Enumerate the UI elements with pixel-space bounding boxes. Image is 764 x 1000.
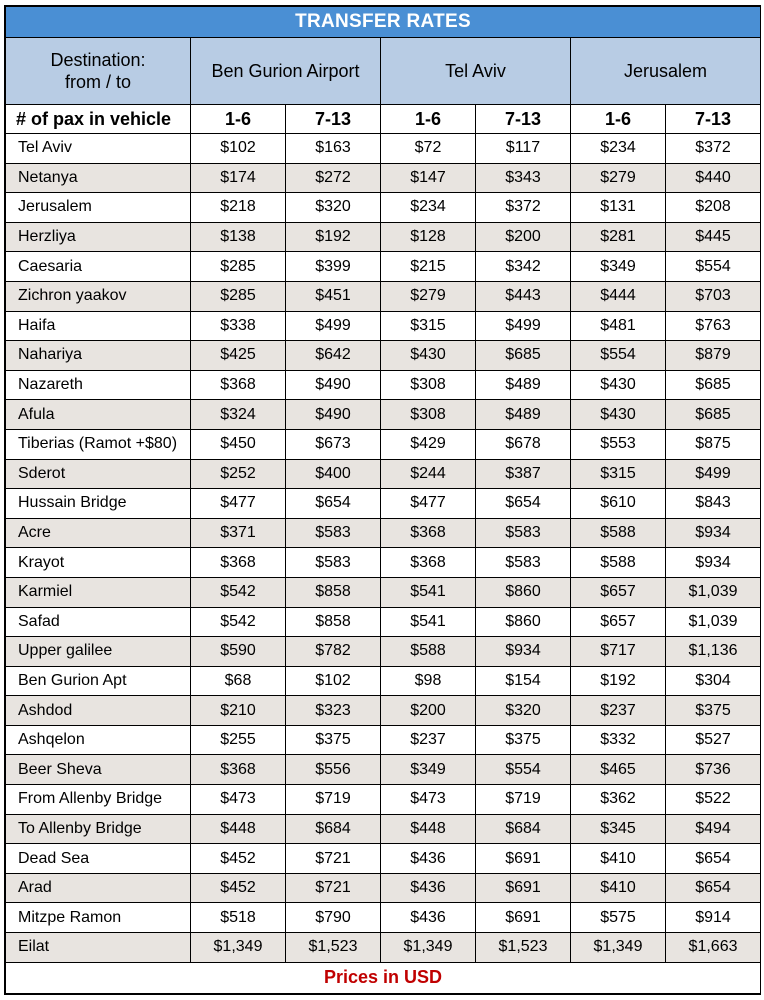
- price-cell: $522: [666, 785, 761, 815]
- destination-cell: Nazareth: [6, 370, 191, 400]
- price-cell: $218: [191, 193, 286, 223]
- price-cell: $489: [476, 400, 571, 430]
- price-cell: $72: [381, 134, 476, 164]
- table-row: [6, 134, 761, 164]
- destination-cell: Mitzpe Ramon: [6, 903, 191, 933]
- price-cell: $450: [191, 429, 286, 459]
- price-cell: $338: [191, 311, 286, 341]
- destination-cell: Arad: [6, 873, 191, 903]
- table-row: [6, 518, 761, 548]
- price-cell: $719: [286, 785, 381, 815]
- price-cell: $448: [381, 814, 476, 844]
- destination-header: [6, 38, 191, 105]
- price-cell: $279: [381, 281, 476, 311]
- table-row: [6, 163, 761, 193]
- table-row: [6, 311, 761, 341]
- price-cell: $685: [666, 370, 761, 400]
- table-row: [6, 400, 761, 430]
- price-cell: $237: [571, 696, 666, 726]
- destination-cell: Karmiel: [6, 577, 191, 607]
- price-cell: $68: [191, 666, 286, 696]
- table-row: [6, 429, 761, 459]
- origin-tel-aviv: Tel Aviv: [381, 38, 571, 105]
- price-cell: $430: [571, 400, 666, 430]
- table-row: [6, 607, 761, 637]
- price-cell: $542: [191, 577, 286, 607]
- price-cell: $210: [191, 696, 286, 726]
- price-cell: $410: [571, 844, 666, 874]
- price-cell: $430: [571, 370, 666, 400]
- price-cell: $541: [381, 607, 476, 637]
- price-cell: $147: [381, 163, 476, 193]
- table-row: [6, 637, 761, 667]
- price-cell: $721: [286, 844, 381, 874]
- price-cell: $554: [666, 252, 761, 282]
- price-cell: $691: [476, 903, 571, 933]
- price-cell: $138: [191, 222, 286, 252]
- price-cell: $541: [381, 577, 476, 607]
- price-cell: $685: [476, 341, 571, 371]
- price-cell: $489: [476, 370, 571, 400]
- price-cell: $215: [381, 252, 476, 282]
- price-cell: $371: [191, 518, 286, 548]
- price-cell: $914: [666, 903, 761, 933]
- price-cell: $349: [381, 755, 476, 785]
- price-cell: $934: [476, 637, 571, 667]
- price-cell: $1,523: [476, 933, 571, 963]
- price-cell: $1,039: [666, 607, 761, 637]
- price-cell: $1,349: [381, 933, 476, 963]
- price-cell: $387: [476, 459, 571, 489]
- destination-header-line2: from / to: [64, 72, 131, 92]
- price-cell: $451: [286, 281, 381, 311]
- price-cell: $610: [571, 489, 666, 519]
- price-cell: $208: [666, 193, 761, 223]
- price-cell: $657: [571, 577, 666, 607]
- price-cell: $642: [286, 341, 381, 371]
- destination-cell: Acre: [6, 518, 191, 548]
- price-cell: $375: [286, 725, 381, 755]
- table-row: [6, 844, 761, 874]
- price-cell: $443: [476, 281, 571, 311]
- price-cell: $499: [666, 459, 761, 489]
- price-cell: $934: [666, 548, 761, 578]
- price-cell: $372: [476, 193, 571, 223]
- price-cell: $875: [666, 429, 761, 459]
- price-cell: $429: [381, 429, 476, 459]
- price-cell: $556: [286, 755, 381, 785]
- table-row: [6, 548, 761, 578]
- rates-table: [5, 6, 761, 994]
- price-cell: $117: [476, 134, 571, 164]
- price-cell: $102: [191, 134, 286, 164]
- origin-ben-gurion: Ben Gurion Airport: [191, 38, 381, 105]
- table-row: [6, 252, 761, 282]
- transfer-rates-sheet: [4, 5, 761, 995]
- price-cell: $272: [286, 163, 381, 193]
- price-cell: $477: [381, 489, 476, 519]
- destination-cell: Haifa: [6, 311, 191, 341]
- table-row: [6, 696, 761, 726]
- price-cell: $1,523: [286, 933, 381, 963]
- price-cell: $583: [476, 518, 571, 548]
- price-cell: $192: [571, 666, 666, 696]
- price-cell: $554: [476, 755, 571, 785]
- price-cell: $323: [286, 696, 381, 726]
- price-cell: $654: [476, 489, 571, 519]
- pax-label: # of pax in vehicle: [6, 105, 191, 134]
- destination-cell: Safad: [6, 607, 191, 637]
- price-cell: $320: [286, 193, 381, 223]
- price-cell: $719: [476, 785, 571, 815]
- price-cell: $481: [571, 311, 666, 341]
- price-cell: $879: [666, 341, 761, 371]
- price-cell: $1,349: [571, 933, 666, 963]
- destination-cell: Dead Sea: [6, 844, 191, 874]
- destination-cell: Nahariya: [6, 341, 191, 371]
- table-row: [6, 755, 761, 785]
- price-cell: $465: [571, 755, 666, 785]
- price-cell: $763: [666, 311, 761, 341]
- destination-cell: To Allenby Bridge: [6, 814, 191, 844]
- price-cell: $542: [191, 607, 286, 637]
- price-cell: $452: [191, 844, 286, 874]
- table-row: [6, 725, 761, 755]
- destination-cell: Krayot: [6, 548, 191, 578]
- price-cell: $368: [381, 548, 476, 578]
- price-cell: $858: [286, 577, 381, 607]
- price-cell: $473: [381, 785, 476, 815]
- price-cell: $440: [666, 163, 761, 193]
- price-cell: $445: [666, 222, 761, 252]
- pax-group: 1-6: [571, 105, 666, 134]
- price-cell: $703: [666, 281, 761, 311]
- price-cell: $399: [286, 252, 381, 282]
- price-cell: $425: [191, 341, 286, 371]
- price-cell: $234: [571, 134, 666, 164]
- price-cell: $234: [381, 193, 476, 223]
- origin-header-row: [6, 38, 761, 105]
- destination-cell: Beer Sheva: [6, 755, 191, 785]
- pax-group: 1-6: [191, 105, 286, 134]
- table-row: [6, 577, 761, 607]
- table-row: [6, 933, 761, 963]
- price-cell: $436: [381, 844, 476, 874]
- table-row: [6, 459, 761, 489]
- price-cell: $324: [191, 400, 286, 430]
- price-cell: $1,039: [666, 577, 761, 607]
- price-cell: $494: [666, 814, 761, 844]
- price-cell: $860: [476, 607, 571, 637]
- destination-cell: Upper galilee: [6, 637, 191, 667]
- price-cell: $237: [381, 725, 476, 755]
- price-cell: $345: [571, 814, 666, 844]
- price-cell: $553: [571, 429, 666, 459]
- price-cell: $473: [191, 785, 286, 815]
- pax-header-row: [6, 105, 761, 134]
- destination-cell: Hussain Bridge: [6, 489, 191, 519]
- table-row: [6, 785, 761, 815]
- price-cell: $174: [191, 163, 286, 193]
- price-cell: $588: [381, 637, 476, 667]
- price-cell: $252: [191, 459, 286, 489]
- price-cell: $499: [286, 311, 381, 341]
- price-cell: $368: [191, 755, 286, 785]
- price-cell: $1,349: [191, 933, 286, 963]
- table-row: [6, 370, 761, 400]
- pax-group: 7-13: [286, 105, 381, 134]
- price-cell: $477: [191, 489, 286, 519]
- price-cell: $368: [191, 370, 286, 400]
- price-cell: $200: [476, 222, 571, 252]
- price-cell: $315: [381, 311, 476, 341]
- price-cell: $654: [666, 873, 761, 903]
- price-cell: $490: [286, 370, 381, 400]
- price-cell: $400: [286, 459, 381, 489]
- price-cell: $490: [286, 400, 381, 430]
- price-cell: $678: [476, 429, 571, 459]
- table-row: [6, 489, 761, 519]
- pax-group: 7-13: [476, 105, 571, 134]
- price-cell: $436: [381, 903, 476, 933]
- price-cell: $684: [286, 814, 381, 844]
- price-cell: $372: [666, 134, 761, 164]
- price-cell: $934: [666, 518, 761, 548]
- price-cell: $244: [381, 459, 476, 489]
- price-cell: $163: [286, 134, 381, 164]
- table-row: [6, 814, 761, 844]
- price-cell: $362: [571, 785, 666, 815]
- price-cell: $590: [191, 637, 286, 667]
- price-cell: $98: [381, 666, 476, 696]
- price-cell: $315: [571, 459, 666, 489]
- price-cell: $349: [571, 252, 666, 282]
- table-row: [6, 341, 761, 371]
- price-cell: $790: [286, 903, 381, 933]
- destination-cell: Zichron yaakov: [6, 281, 191, 311]
- price-cell: $691: [476, 844, 571, 874]
- price-cell: $673: [286, 429, 381, 459]
- price-cell: $192: [286, 222, 381, 252]
- destination-cell: Herzliya: [6, 222, 191, 252]
- destination-cell: Tiberias (Ramot +$80): [6, 429, 191, 459]
- price-cell: $518: [191, 903, 286, 933]
- price-cell: $128: [381, 222, 476, 252]
- price-cell: $200: [381, 696, 476, 726]
- rate-rows: [6, 134, 761, 963]
- pax-group: 7-13: [666, 105, 761, 134]
- destination-cell: Eilat: [6, 933, 191, 963]
- price-cell: $499: [476, 311, 571, 341]
- price-cell: $654: [666, 844, 761, 874]
- table-row: [6, 281, 761, 311]
- table-row: [6, 193, 761, 223]
- price-cell: $332: [571, 725, 666, 755]
- destination-header-line1: Destination:: [50, 50, 146, 70]
- price-cell: $304: [666, 666, 761, 696]
- destination-cell: Afula: [6, 400, 191, 430]
- table-row: [6, 666, 761, 696]
- price-cell: $281: [571, 222, 666, 252]
- price-cell: $843: [666, 489, 761, 519]
- price-cell: $131: [571, 193, 666, 223]
- price-cell: $102: [286, 666, 381, 696]
- price-cell: $279: [571, 163, 666, 193]
- table-row: [6, 873, 761, 903]
- price-cell: $368: [381, 518, 476, 548]
- price-cell: $320: [476, 696, 571, 726]
- price-cell: $375: [666, 696, 761, 726]
- table-title: TRANSFER RATES: [6, 7, 761, 38]
- price-cell: $308: [381, 400, 476, 430]
- currency-note: Prices in USD: [6, 962, 761, 993]
- price-cell: $285: [191, 252, 286, 282]
- destination-cell: Ashqelon: [6, 725, 191, 755]
- destination-cell: From Allenby Bridge: [6, 785, 191, 815]
- price-cell: $583: [286, 518, 381, 548]
- price-cell: $285: [191, 281, 286, 311]
- price-cell: $554: [571, 341, 666, 371]
- price-cell: $583: [476, 548, 571, 578]
- price-cell: $717: [571, 637, 666, 667]
- pax-group: 1-6: [381, 105, 476, 134]
- destination-cell: Sderot: [6, 459, 191, 489]
- price-cell: $342: [476, 252, 571, 282]
- price-cell: $154: [476, 666, 571, 696]
- destination-cell: Caesaria: [6, 252, 191, 282]
- price-cell: $375: [476, 725, 571, 755]
- price-cell: $691: [476, 873, 571, 903]
- price-cell: $255: [191, 725, 286, 755]
- destination-cell: Ben Gurion Apt: [6, 666, 191, 696]
- price-cell: $736: [666, 755, 761, 785]
- price-cell: $782: [286, 637, 381, 667]
- price-cell: $452: [191, 873, 286, 903]
- price-cell: $436: [381, 873, 476, 903]
- price-cell: $583: [286, 548, 381, 578]
- price-cell: $444: [571, 281, 666, 311]
- price-cell: $527: [666, 725, 761, 755]
- price-cell: $588: [571, 548, 666, 578]
- price-cell: $685: [666, 400, 761, 430]
- price-cell: $1,663: [666, 933, 761, 963]
- origin-jerusalem: Jerusalem: [571, 38, 761, 105]
- destination-cell: Jerusalem: [6, 193, 191, 223]
- table-row: [6, 903, 761, 933]
- destination-cell: Ashdod: [6, 696, 191, 726]
- price-cell: $657: [571, 607, 666, 637]
- price-cell: $684: [476, 814, 571, 844]
- price-cell: $343: [476, 163, 571, 193]
- destination-cell: Netanya: [6, 163, 191, 193]
- price-cell: $430: [381, 341, 476, 371]
- price-cell: $721: [286, 873, 381, 903]
- price-cell: $1,136: [666, 637, 761, 667]
- price-cell: $410: [571, 873, 666, 903]
- price-cell: $575: [571, 903, 666, 933]
- price-cell: $308: [381, 370, 476, 400]
- destination-cell: Tel Aviv: [6, 134, 191, 164]
- price-cell: $858: [286, 607, 381, 637]
- price-cell: $860: [476, 577, 571, 607]
- price-cell: $654: [286, 489, 381, 519]
- price-cell: $368: [191, 548, 286, 578]
- price-cell: $588: [571, 518, 666, 548]
- table-row: [6, 222, 761, 252]
- price-cell: $448: [191, 814, 286, 844]
